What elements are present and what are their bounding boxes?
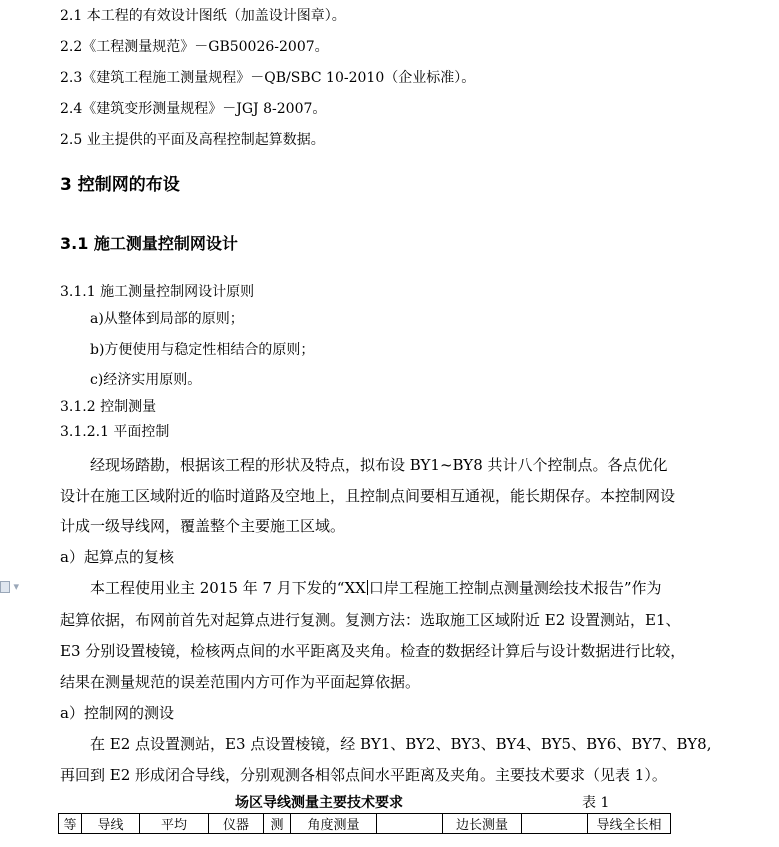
para2-line3: E3 分别设置棱镜，检核两点间的水平距离及夹角。检查的数据经计算后与设计数据进行比较， (60, 642, 686, 660)
margin-paragraph-icon[interactable]: ▾ (0, 580, 20, 594)
table-caption: 场区导线测量主要技术要求 (235, 795, 403, 811)
table-header-cell: 仪器 (209, 814, 264, 834)
section-3-1-2-1-heading: 3.1.2.1 平面控制 (60, 424, 170, 440)
spec-table (58, 813, 671, 834)
ref-2-5: 2.5 业主提供的平面及高程控制起算数据。 (60, 132, 325, 148)
table-header-cell (671, 814, 672, 834)
ref-2-4: 2.4《建筑变形测量规程》－JGJ 8-2007。 (60, 101, 327, 117)
section-3-1-1-heading: 3.1.1 施工测量控制网设计原则 (60, 284, 255, 300)
text-cursor (367, 580, 368, 595)
section-3-heading: 3 控制网的布设 (60, 175, 180, 195)
principle-b: b)方便使用与稳定性相结合的原则； (90, 342, 315, 358)
para3-line1: 在 E2 点设置测站，E3 点设置棱镜，经 BY1、BY2、BY3、BY4、BY5、BY6、BY7、BY8, (90, 735, 712, 753)
para2-line1 (90, 578, 662, 598)
ref-2-3: 2.3《建筑工程施工测量规程》－QB/SBC 10-2010（企业标准）。 (60, 70, 476, 86)
subheading-network-setup: a）控制网的测设 (60, 704, 174, 722)
table-header-cell: 平均 (140, 814, 209, 834)
para2-line4: 结果在测量规范的误差范围内方可作为平面起算依据。 (60, 673, 421, 691)
para1-line1: 经现场踏勘，根据该工程的形状及特点，拟布设 BY1~BY8 共计八个控制点。各点优化 (90, 456, 668, 474)
subheading-origin-check: a）起算点的复核 (60, 548, 174, 566)
table-header-cell: 边长测量 (443, 814, 522, 834)
section-3-1-heading: 3.1 施工测量控制网设计 (60, 234, 238, 253)
principle-c: c)经济实用原则。 (90, 372, 202, 388)
ref-2-2: 2.2《工程测量规范》－GB50026-2007。 (60, 39, 329, 55)
para1-line3: 计成一级导线网，覆盖整个主要施工区域。 (60, 517, 346, 535)
table-header-cell: 导线全长相 (588, 814, 671, 834)
table-header-cell (522, 814, 588, 834)
para2-line2: 起算依据，布网前首先对起算点进行复测。复测方法：选取施工区域附近 E2 设置测站，E1、 (60, 611, 681, 629)
para1-line2: 设计在施工区域附近的临时道路及空地上，且控制点间要相互通视，能长期保存。本控制网设 (60, 487, 676, 505)
para3-line2: 再回到 E2 形成闭合导线，分别观测各相邻点间水平距离及夹角。主要技术要求（见表 1）。 (60, 766, 667, 784)
table-header-cell: 测 (264, 814, 291, 834)
table-header-cell: 角度测量 (291, 814, 377, 834)
ref-2-1: 2.1 本工程的有效设计图纸（加盖设计图章）。 (60, 8, 346, 24)
table-header-cell (377, 814, 443, 834)
para2-line1-after: 口岸工程施工控制点测量测绘技术报告”作为 (368, 579, 662, 597)
table-header-cell: 导线 (82, 814, 140, 834)
table-header-row (59, 814, 672, 834)
table-number: 表 1 (582, 795, 610, 811)
para2-line1-before: 本工程使用业主 2015 年 7 月下发的“XX (90, 579, 366, 597)
table-header-cell: 等 (59, 814, 82, 834)
principle-a: a)从整体到局部的原则； (90, 311, 244, 327)
section-3-1-2-heading: 3.1.2 控制测量 (60, 399, 157, 415)
